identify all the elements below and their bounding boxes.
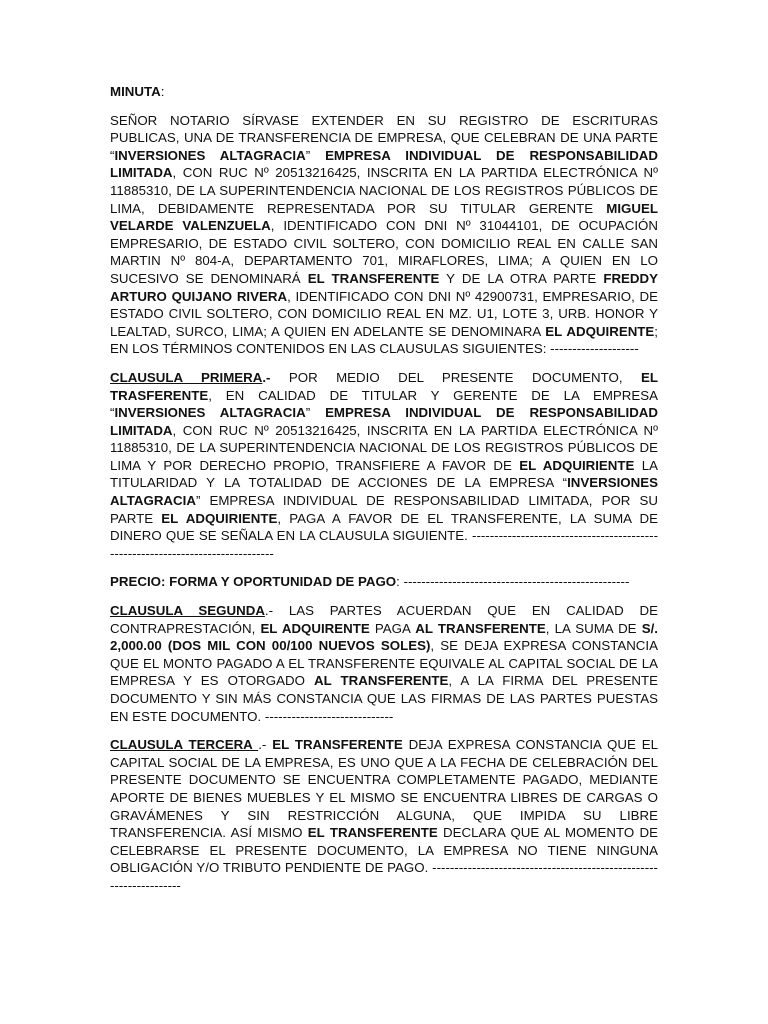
clausula-tercera-separator: .- [258, 737, 273, 753]
precio-title: PRECIO: FORMA Y OPORTUNIDAD DE PAGO [110, 574, 397, 590]
intro-company-type: EMPRESA INDIVIDUAL DE RESPONSABILIDAD LIMITADA [110, 147, 658, 181]
clausula-segunda-paragraph [110, 602, 658, 725]
c1-company-type: EMPRESA INDIVIDUAL DE RESPONSABILIDAD LIMITADA [110, 405, 658, 438]
c1-adquiriente-2: EL ADQUIRIENTE [161, 510, 278, 526]
c3-text-1: DEJA EXPRESA CONSTANCIA QUE EL CAPITAL SOCIAL DE LA EMPRESA, ES UNO QUE A LA FECHA DE CELEBRACIÓN DEL PRESENTE DOCUMENTO SE ENCUENTRA COMPLETAMENTE PAGADO, MEDIANTE APORTE DE BIENES MUEBLES Y EL MISMO SE ENCUENTRA LIBRES DE CARGAS O GRAVÁMENES Y SIN RESTRICCIÓN ALGUNA, QUE IMPIDA SU LIBRE TRANSFERENCIA. ASÍ MISMO [110, 737, 658, 841]
intro-text-1: SEÑOR NOTARIO SÍRVASE EXTENDER EN SU REGISTRO DE ESCRITURAS PUBLICAS, UNA DE TRANSFERENCIA DE EMPRESA, QUE CELEBRAN DE UNA PARTE “ [110, 112, 658, 163]
c2-text-1: LAS PARTES ACUERDAN QUE EN CALIDAD DE CONTRAPRESTACIÓN, [110, 603, 658, 636]
clausula-segunda-separator: .- [264, 603, 289, 619]
clausula-tercera-label: CLAUSULA TERCERA [110, 737, 259, 753]
precio-suffix: : --------------------------------------------------- [396, 574, 630, 590]
c2-text-3: , LA SUMA DE [545, 620, 642, 636]
c2-text-2: PAGA [369, 620, 416, 636]
clausula-segunda-label: CLAUSULA SEGUNDA [110, 603, 265, 619]
c1-company-name-2: INVERSIONES ALTAGRACIA [110, 475, 658, 509]
c3-transferente-2: EL TRANSFERENTE [307, 825, 438, 841]
c1-text-6: ” EMPRESA INDIVIDUAL DE RESPONSABILIDAD LIMITADA, POR SU PARTE [110, 493, 658, 526]
c2-adquirente: EL ADQUIRENTE [260, 620, 370, 636]
intro-text-5: Y DE LA OTRA PARTE [439, 270, 604, 286]
c3-transferente-1: EL TRANSFERENTE [272, 737, 403, 753]
c1-company-name: INVERSIONES ALTAGRACIA [114, 405, 306, 421]
c2-text-4: , SE DEJA EXPRESA CONSTANCIA QUE EL MONTO PAGADO A EL TRANSFERENTE EQUIVALE AL CAPITAL SOCIAL DE LA EMPRESA Y ES OTORGADO [110, 638, 658, 689]
intro-company-name: INVERSIONES ALTAGRACIA [114, 147, 306, 163]
intro-text-3: , CON RUC Nº 20513216425, INSCRITA EN LA PARTIDA ELECTRÓNICA Nº 11885310, DE LA SUPERINTENDENCIA NACIONAL DE LOS REGISTROS PÚBLICOS DE LIMA, DEBIDAMENTE REPRESENTADA POR SU TITULAR GERENTE [110, 165, 658, 216]
clausula-primera-label: CLAUSULA PRIMERA [110, 369, 263, 385]
intro-manager-name: MIGUEL VELARDE VALENZUELA [110, 200, 658, 234]
intro-paragraph [110, 112, 658, 358]
c1-text-7: , PAGA A FAVOR DE EL TRANSFERENTE, LA SUMA DE DINERO QUE SE SEÑALA EN LA CLAUSULA SIGUIENTE. ------------------------------------------------------------------------------- [110, 510, 658, 561]
document-heading [110, 83, 658, 101]
c1-trasferente: EL TRASFERENTE [110, 369, 658, 403]
c1-text-3: ” [305, 405, 326, 421]
intro-text-6: , IDENTIFICADO CON DNI Nº 42900731, EMPRESARIO, DE ESTADO CIVIL SOLTERO, CON DOMICILIO REAL EN MZ. U1, LOTE 3, URB. HONOR Y LEALTAD, SURCO, LIMA; A QUIEN EN ADELANTE SE DENOMINARA [110, 288, 658, 339]
c2-amount: S/. 2,000.00 (DOS MIL CON 00/100 NUEVOS SOLES) [110, 620, 658, 654]
c3-text-2: DECLARA QUE AL MOMENTO DE CELEBRARSE EL PRESENTE DOCUMENTO, LA EMPRESA NO TIENE NINGUNA OBLIGACIÓN Y/O TRIBUTO PENDIENTE DE PAGO. ------------------------------------------------------------------- [110, 825, 658, 893]
intro-text-4: , IDENTIFICADO CON DNI Nº 31044101, DE OCUPACIÓN EMPRESARIO, DE ESTADO CIVIL SOLTERO, CON DOMICILIO REAL EN CALLE SAN MARTIN Nº 804-A, DEPARTAMENTO 701, MIRAFLORES, LIMA; A QUIEN EN LO SUCESIVO SE DENOMINARÁ [110, 218, 658, 286]
c1-text-5: LA TITULARIDAD Y LA TOTALIDAD DE ACCIONES DE LA EMPRESA “ [110, 457, 658, 491]
heading-title: MINUTA [110, 84, 161, 99]
c1-text-2: , EN CALIDAD DE TITULAR Y GERENTE DE LA EMPRESA “ [110, 387, 658, 421]
c2-text-5: , A LA FIRMA DEL PRESENTE DOCUMENTO Y SIN MÁS CONSTANCIA QUE LAS FIRMAS DE LAS PARTES PUESTAS EN ESTE DOCUMENTO. ----------------------------- [110, 673, 658, 724]
intro-transferente: EL TRANSFERENTE [307, 270, 440, 286]
intro-adquirente: EL ADQUIRENTE [545, 323, 655, 339]
clausula-primera-paragraph [110, 369, 658, 563]
intro-text-7: ; EN LOS TÉRMINOS CONTENIDOS EN LAS CLAUSULAS SIGUIENTES: -------------------- [110, 323, 658, 357]
c1-text-1: POR MEDIO DEL PRESENTE DOCUMENTO, [288, 369, 641, 385]
c2-transferente-1: AL TRANSFERENTE [415, 620, 546, 636]
c1-adquiriente-1: EL ADQUIRIENTE [519, 457, 635, 473]
c1-text-4: , CON RUC Nº 20513216425, INSCRITA EN LA PARTIDA ELECTRÓNICA Nº 11885310, DE LA SUPERINTENDENCIA NACIONAL DE LOS REGISTROS PÚBLICOS DE LIMA Y POR DERECHO PROPIO, TRANSFIERE A FAVOR DE [110, 422, 658, 473]
heading-suffix: : [160, 84, 165, 99]
intro-text-2: ” [305, 147, 326, 163]
precio-heading [110, 573, 658, 591]
c2-transferente-2: AL TRANSFERENTE [313, 673, 449, 689]
intro-buyer-name: FREDDY ARTURO QUIJANO RIVERA [110, 270, 658, 304]
clausula-tercera-paragraph [110, 736, 658, 894]
clausula-primera-separator: .- [262, 369, 289, 385]
